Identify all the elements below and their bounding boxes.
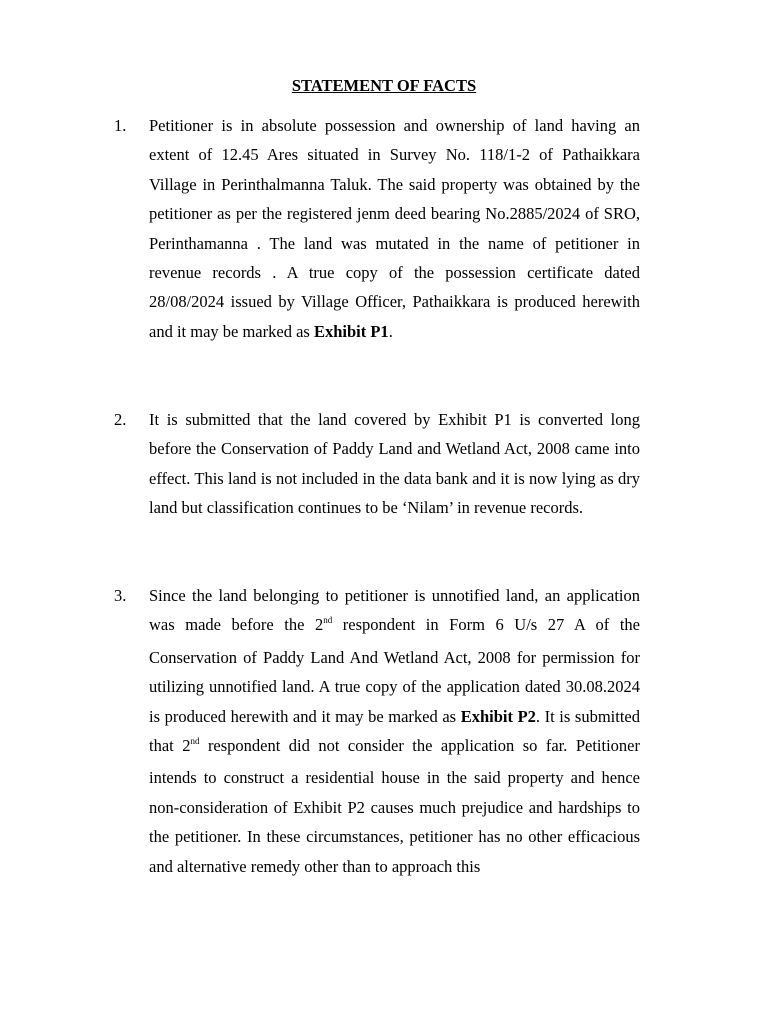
paragraph-text (149, 405, 640, 523)
exhibit-reference: Exhibit P2 (460, 706, 536, 726)
text-segment: . (388, 321, 393, 341)
text-segment: respondent did not consider the application so far. Petitioner intends to construct a residential house in the said property and hence non-consideration of Exhibit P2 causes much prejudice and hardships to the petitioner. In these circumstances, petitioner has no other efficacious and alternative remedy other than to approach this (149, 736, 640, 876)
paragraph-number: 3. (114, 586, 127, 605)
ordinal-superscript: nd (323, 615, 333, 626)
exhibit-reference: Exhibit P1 (313, 321, 389, 341)
document-title: STATEMENT OF FACTS (291, 76, 477, 95)
paragraph-number: 1. (114, 116, 127, 135)
paragraph-text (149, 111, 640, 346)
ordinal-superscript: nd (190, 736, 200, 747)
text-segment: . It is submitted that 2 (149, 706, 640, 756)
text-segment: Petitioner is in absolute possession and ownership of land having an extent of 12.45 Ares situated in Survey No. 118/1-2 of Pathaikkara Village in Perinthalmanna Taluk. The said property was obtained by the petitioner as per the registered jenm deed bearing No.2885/2024 of SRO, Perinthamanna . The land was mutated in the name of petitioner in revenue records . A true copy of the possession certificate dated 28/08/2024 issued by Village Officer, Pathaikkara is produced herewith and it may be marked as (149, 116, 640, 341)
paragraph-number: 2. (114, 410, 127, 429)
paragraph-text (149, 581, 640, 881)
text-segment: respondent in Form 6 U/s 27 A of the Conservation of Paddy Land And Wetland Act, 2008 for permission for utilizing unnotified land. A true copy of the application dated 30.08.2024 is produced herewith and it may be marked as (149, 615, 641, 726)
text-segment: Since the land belonging to petitioner is unnotified land, an application was made before the 2 (149, 586, 640, 635)
text-segment: It is submitted that the land covered by Exhibit P1 is converted long before the Conservation of Paddy Land and Wetland Act, 2008 came into effect. This land is not included in the data bank and it is now lying as dry land but classification continues to be ‘Nilam’ in revenue records. (149, 410, 640, 518)
